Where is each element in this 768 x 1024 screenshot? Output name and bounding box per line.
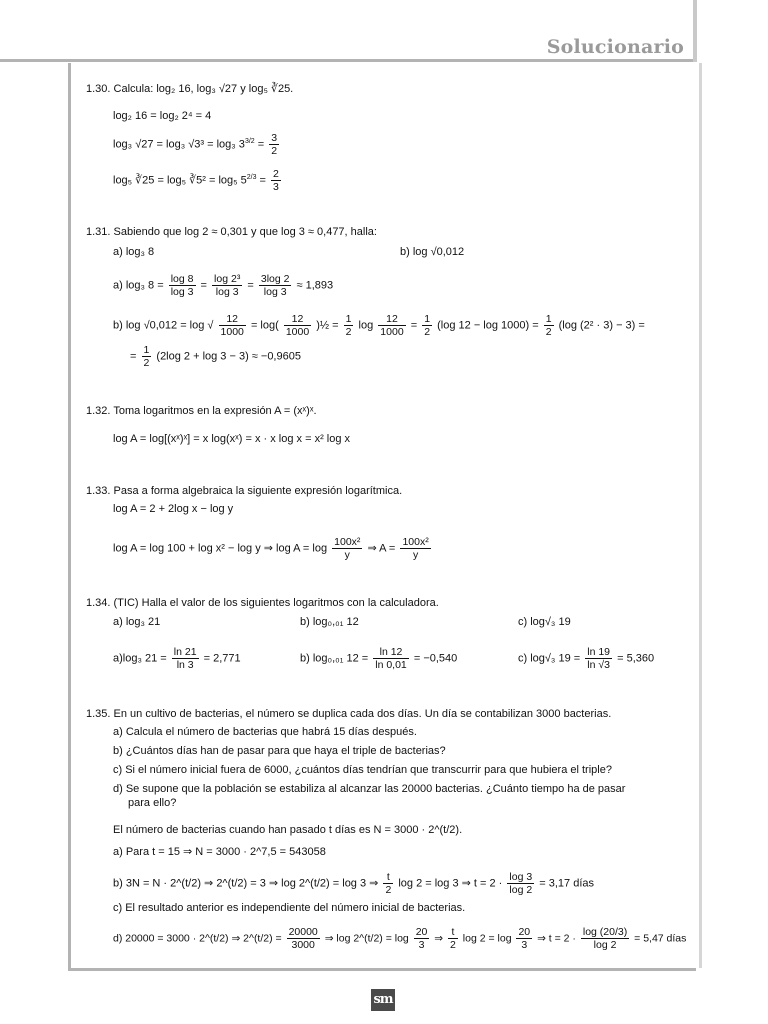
numerator: 1 [143,344,150,356]
exercise-1-31-item-b: b) log √0,012 [400,246,465,258]
exercise-1-35-answer-d-end: = 5,47 días [634,932,687,945]
exercise-1-30-statement: 1.30. Calcula: log₂ 16, log₃ √27 y log₅ ∛25. [86,83,294,95]
exercise-1-31-answer-b-mid-1: = log( [250,319,279,332]
exercise-1-31-answer-b-mid-6: (log (2² · 3) − 3) = [558,319,645,332]
fraction [212,273,242,298]
exercise-1-30-line-3-text: log₅ ∛25 = log₅ ∛5² = log₅ 5 [113,174,247,187]
denominator: 2 [143,357,150,369]
fraction [332,536,362,561]
fraction [400,536,430,561]
exercise-1-34-item-c: c) log√₃ 19 [518,616,571,628]
exercise-1-34-answer-a [113,646,241,671]
denominator: 3 [418,939,425,951]
exercise-1-30-line-1: log₂ 16 = log₂ 2⁴ = 4 [113,110,212,122]
exercise-1-34-answer-b [300,646,457,671]
exercise-1-35-question-a: a) Calcula el número de bacterias que habrá 15 días después. [113,726,417,738]
numerator: 3 [271,132,278,144]
denominator: ln 3 [176,659,194,671]
fraction [507,871,534,896]
exercise-1-30-line-2-exponent: 3/2 [244,137,255,145]
page-title: Solucionario [546,36,684,58]
numerator: 1 [345,313,352,325]
exercise-1-33-answer-mid: ⇒ A = [367,542,396,555]
exercise-1-31-statement: 1.31. Sabiendo que log 2 ≈ 0,301 y que log 3 ≈ 0,477, halla: [86,226,377,238]
fraction [585,646,612,671]
fraction [259,273,292,298]
denominator: 2 [271,145,278,157]
numerator: 1 [424,313,431,325]
exercise-1-35-answer-d-mid-1: ⇒ log 2^(t/2) = log [324,932,409,945]
numerator: 12 [219,313,246,326]
exercise-1-34-answer-b-start: b) log₀,₀₁ 12 = [300,652,369,665]
exercise-1-35-answer-b [113,871,594,896]
exercise-1-31-answer-b-line-2-text: (2log 2 + log 3 − 3) ≈ −0,9605 [156,350,301,363]
exercise-1-35-intro: El número de bacterias cuando han pasado t días es N = 3000 · 2^(t/2). [113,824,463,836]
numerator: 20000 [288,926,318,938]
numerator: t [448,926,458,939]
exercise-1-31-answer-b-mid-5: (log 12 − log 1000) = [437,319,539,332]
denominator: y [344,549,350,561]
fraction [373,646,409,671]
publisher-logo: sm [371,989,395,1011]
exercise-1-33-answer-start: log A = log 100 + log x² − log y ⇒ log A = log [113,542,328,555]
exercise-1-31-answer-a-end: ≈ 1,893 [296,279,334,292]
denominator: 1000 [220,326,244,338]
denominator: ln 0,01 [375,659,407,671]
exercise-1-33-given: log A = 2 + 2log x − log y [113,503,234,515]
exercise-1-30-line-2 [113,132,281,157]
fraction [271,168,281,193]
exercise-1-31-answer-b-line-2 [130,344,301,369]
denominator: log 2 [593,939,617,951]
denominator: 3000 [291,939,315,951]
denominator: 2 [345,326,352,338]
denominator: 2 [450,939,456,951]
exercise-1-31-answer-b-mid-4: = [410,319,418,332]
fraction [284,313,311,338]
fraction [169,273,196,298]
numerator: ln 21 [173,646,197,658]
exercise-1-35-question-b: b) ¿Cuántos días han de pasar para que haya el triple de bacterias? [113,745,446,757]
fraction [344,313,354,338]
fraction [422,313,432,338]
fraction [383,871,393,896]
exercise-1-33-answer [113,536,433,561]
exercise-1-31-answer-b-start: b) log √0,012 = log √ [113,319,214,332]
exercise-1-32-answer: log A = log[(xˣ)ˣ] = x log(xˣ) = x · x log x = x² log x [113,433,351,445]
numerator: log 2³ [214,273,241,285]
numerator: 100x² [334,536,361,548]
denominator: ln √3 [587,659,610,671]
exercise-1-35-answer-b-end: = 3,17 días [539,877,595,890]
denominator: 3 [521,939,528,951]
denominator: 3 [273,181,279,193]
exercise-1-30-line-3-equals: = [259,174,266,187]
numerator: 20 [415,926,428,938]
exercise-1-32-statement: 1.32. Toma logaritmos en la expresión A = (xˣ)ˣ. [86,405,317,417]
exercise-1-35-answer-d-mid-2: ⇒ [434,932,444,945]
exercise-1-34-answer-c [518,646,654,671]
denominator: 2 [545,326,552,338]
exercise-1-34-answer-c-end: = 5,360 [617,652,655,665]
exercise-1-31-answer-a-start: a) log₃ 8 = [113,279,164,292]
numerator: t [383,871,393,884]
exercise-1-35-question-d-line-1: d) Se supone que la población se estabiliza al alcanzar las 20000 bacterias. ¿Cuánto tiempo ha de pasar [113,783,626,795]
exercise-1-35-answer-b-mid: log 2 = log 3 ⇒ t = 2 · [398,877,503,890]
denominator: 1000 [380,326,404,338]
denominator: log 3 [170,286,194,298]
exercise-1-30-line-2-equals: = [257,138,265,151]
numerator: log 3 [509,871,533,883]
fraction [516,926,532,951]
fraction [142,344,152,369]
numerator: 2 [273,168,279,180]
exercise-1-31-answer-b-line-2-equals: = [130,350,137,363]
exercise-1-34-statement: 1.34. (TIC) Halla el valor de los siguientes logaritmos con la calculadora. [86,597,439,609]
exercise-1-35-answer-d-mid-4: ⇒ t = 2 · [537,932,576,945]
numerator: 12 [284,313,311,326]
numerator: 20 [518,926,531,938]
exercise-1-30-line-2-text: log₃ √27 = log₃ √3³ = log₃ 3 [113,138,245,151]
exercise-1-30-line-3 [113,168,283,193]
fraction [269,132,279,157]
denominator: 2 [424,326,431,338]
exercise-1-35-answer-d [113,926,686,951]
denominator: log 3 [263,286,287,298]
exercise-1-30-line-3-exponent: 2/3 [246,173,257,181]
denominator: y [412,549,419,561]
fraction [287,926,320,951]
exercise-1-34-answer-c-start: c) log√₃ 19 = [518,652,581,665]
fraction [219,313,246,338]
exercise-1-34-answer-a-end: = 2,771 [203,652,241,665]
numerator: ln 12 [373,646,409,659]
denominator: 2 [385,884,392,896]
exercise-1-35-answer-d-start: d) 20000 = 3000 · 2^(t/2) ⇒ 2^(t/2) = [113,932,282,945]
exercise-1-33-statement: 1.33. Pasa a forma algebraica la siguiente expresión logarítmica. [86,485,403,497]
numerator: log (20/3) [582,926,628,938]
exercise-1-31-answer-a: a) log₃ 8 = $\frac{\log 8}{\log 3}$ = $\frac{\text{log 2³}}{\log 3}$ = $\frac{3\log 2}{\log 3}$ ≈ 1,893 [113,273,334,298]
exercise-1-31-item-a: a) log₃ 8 [113,246,155,258]
exercise-1-34-answer-b-end: = −0,540 [413,652,458,665]
exercise-1-35-statement: 1.35. En un cultivo de bacterias, el número se duplica cada dos días. Un día se contabilizan 3000 bacterias. [86,708,612,720]
exercise-1-35-answer-c: c) El resultado anterior es independiente del número inicial de bacterias. [113,902,466,914]
fraction [414,926,430,951]
exercise-1-31-answer-b-mid-2: )½ = [316,319,339,332]
denominator: log 3 [215,286,239,298]
fraction [544,313,554,338]
numerator: 1 [545,313,552,325]
fraction [172,646,199,671]
denominator: 1000 [285,326,310,338]
exercise-1-35-question-d-line-2: para ello? [128,797,177,809]
exercise-1-34-item-b: b) log₀,₀₁ 12 [300,616,359,628]
numerator: 100x² [402,536,429,548]
exercise-1-31-answer-b-mid-3: log [358,319,374,332]
numerator: ln 19 [587,646,611,658]
numerator: 12 [378,313,405,326]
exercise-1-34-item-a: a) log₃ 21 [113,616,161,628]
exercise-1-31-answer-b-line-1 [113,313,645,338]
denominator: log 2 [509,884,533,896]
exercise-1-35-answer-d-mid-3: log 2 = log [462,932,512,945]
fraction [378,313,405,338]
fraction [581,926,629,951]
numerator: 3log 2 [260,273,290,285]
exercise-1-35-question-c: c) Si el número inicial fuera de 6000, ¿cuántos días tendrían que transcurrir para que hubiera el triple? [113,764,612,776]
numerator: log 8 [170,273,194,285]
exercise-1-35-answer-a: a) Para t = 15 ⇒ N = 3000 · 2^7,5 = 543058 [113,846,326,858]
fraction [448,926,458,951]
exercise-1-34-answer-a-start: a)log₃ 21 = [113,652,167,665]
exercise-1-35-answer-b-start: b) 3N = N · 2^(t/2) ⇒ 2^(t/2) = 3 ⇒ log 2^(t/2) = log 3 ⇒ [113,877,379,890]
